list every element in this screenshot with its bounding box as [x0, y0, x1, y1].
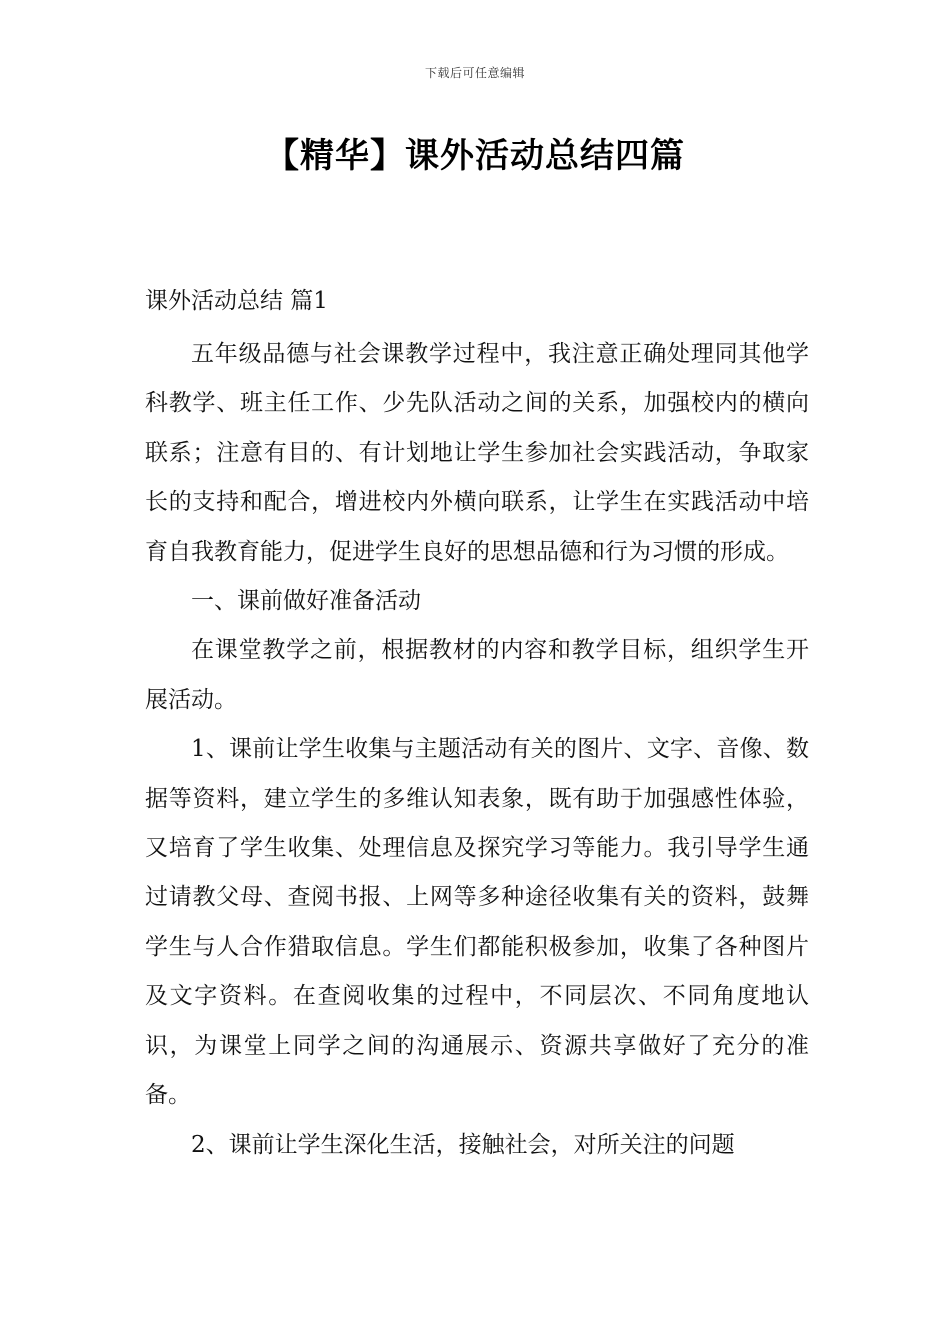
header-note: 下载后可任意编辑: [424, 66, 525, 80]
paragraph: 在课堂教学之前，根据教材的内容和教学目标，组织学生开展活动。: [145, 637, 809, 713]
paragraph: 五年级品德与社会课教学过程中，我注意正确处理同其他学科教学、班主任工作、少先队活动之间的关系，加强校内的横向联系；注意有目的、有计划地让学生参加社会实践活动，争取家长的支持和配合，增进校内外横向联系，让学生在实践活动中培育自我教育能力，促进学生良好的思想品德和行为习惯的形成。: [145, 341, 809, 565]
document-body: [145, 330, 809, 1170]
section-heading: 课外活动总结 篇1: [145, 288, 328, 314]
paragraph: 1、课前让学生收集与主题活动有关的图片、文字、音像、数据等资料，建立学生的多维认知表象，既有助于加强感性体验，又培育了学生收集、处理信息及探究学习等能力。我引导学生通过请教父母、查阅书报、上网等多种途径收集有关的资料，鼓舞学生与人合作猎取信息。学生们都能积极参加，收集了各种图片及文字资料。在查阅收集的过程中，不同层次、不同角度地认识，为课堂上同学之间的沟通展示、资源共享做好了充分的准备。: [145, 736, 809, 1109]
paragraph-subheading: 一、课前做好准备活动: [191, 588, 421, 615]
document-title: 【精华】课外活动总结四篇: [265, 136, 685, 176]
paragraph: 2、课前让学生深化生活，接触社会，对所关注的问题: [191, 1131, 735, 1158]
